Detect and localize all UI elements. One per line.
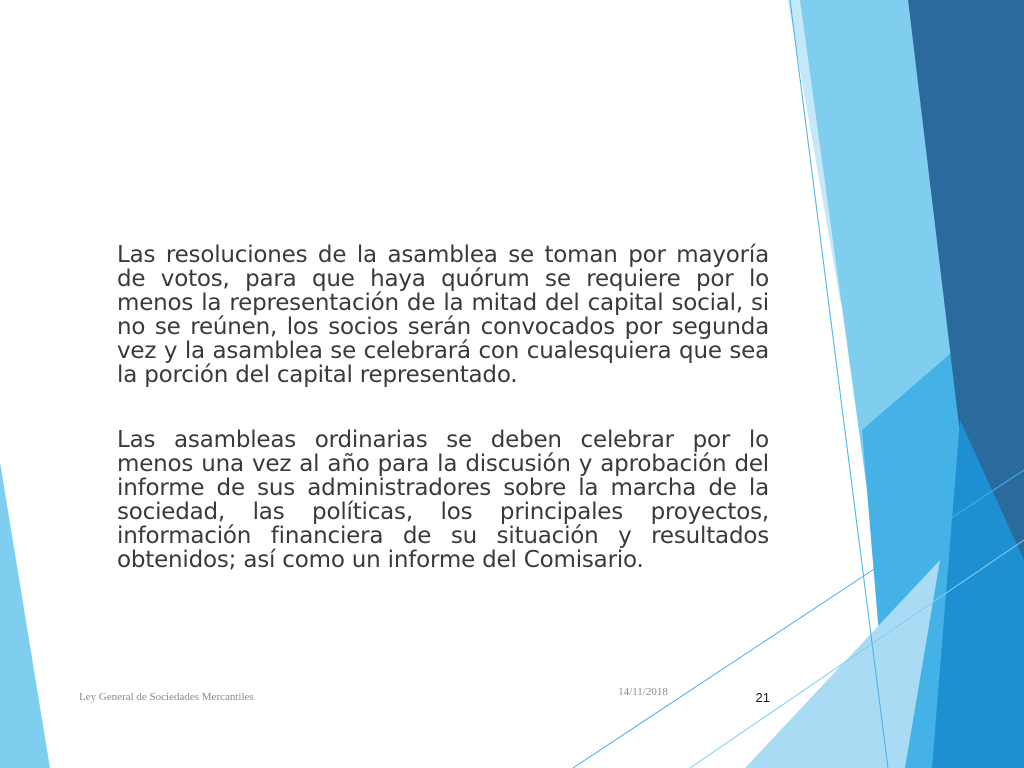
left-blue-wedge	[0, 462, 50, 768]
page-number: 21	[755, 690, 770, 705]
paragraph-ordinary-assemblies: Las asambleas ordinarias se deben celebrar por lo menos una vez al año para la discusión y aprobación del informe de sus administradores sobre la marcha de la sociedad, las políticas, los principales proyectos, información financiera de su situación y resultados obtenidos; así como un informe del Comisario.	[117, 427, 769, 573]
paragraph-quorum: Las resoluciones de la asamblea se toman por mayoría de votos, para que haya quórum se requiere por lo menos la representación de la mitad del capital social, si no se reúnen, los socios serán convocados por segunda vez y la asamblea se celebrará con cualesquiera que sea la porción del capital representado.	[117, 242, 769, 388]
slide-body-text	[117, 243, 769, 572]
slide-date: 14/11/2018	[618, 686, 668, 698]
footer-text: Ley General de Sociedades Mercantiles	[79, 691, 254, 703]
